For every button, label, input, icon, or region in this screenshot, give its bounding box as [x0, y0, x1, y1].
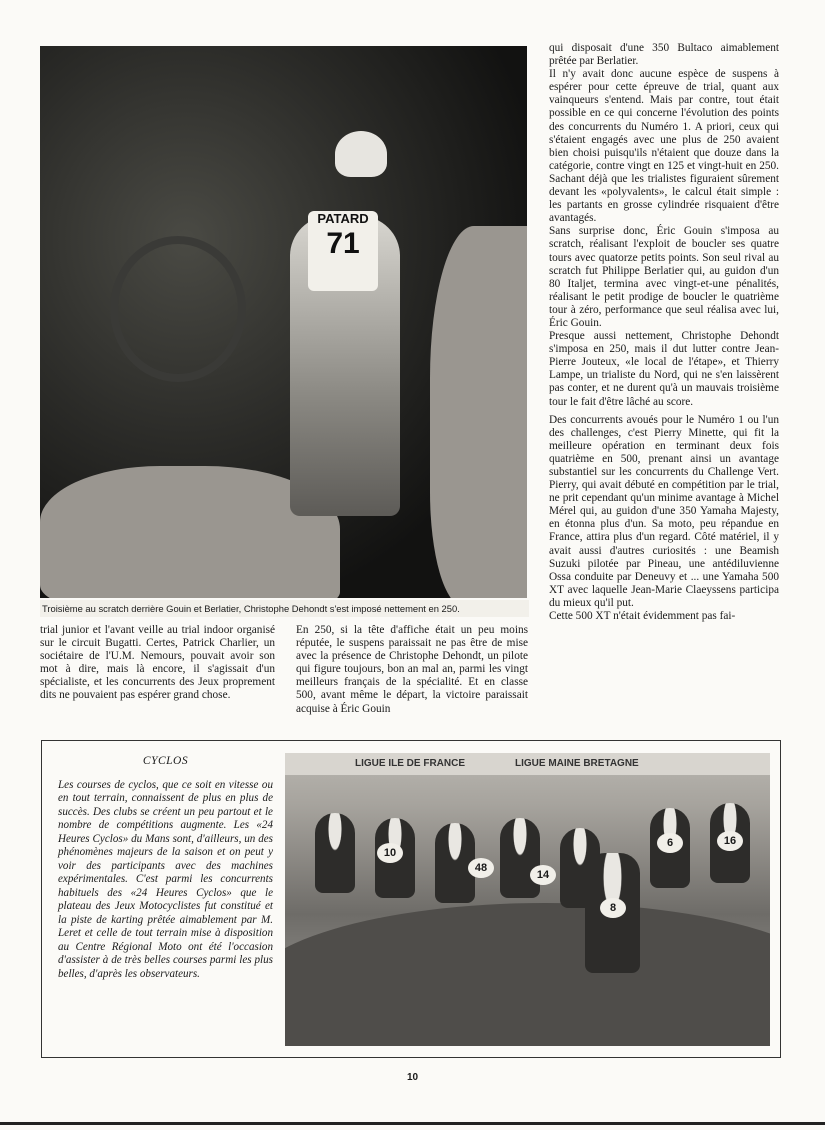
- front-wheel: [110, 236, 246, 382]
- race-plate: 14: [530, 865, 556, 885]
- bottom-left-column: [40, 624, 275, 703]
- race-plate: 48: [468, 858, 494, 878]
- right-paragraph: Presque aussi nettement, Christophe Dehondt s'imposa en 250, mais il dut lutter contre Jean-Pierre Jouteux, «le local de l'étape», et Thierry Lampe, un trialiste du Nord, qui ne s'en laissèrent pas conter, et ne durent qu'à un mauvais troisième tour le fait d'être lâché au score.: [549, 330, 779, 408]
- sidebar-body: Les courses de cyclos, que ce soit en vitesse ou en tout terrain, connaissent de plus en plus de succès. Des clubs se créent un peu partout et le nombre de compétitions augmente. Les «24 Heures Cyclos» du Mans sont, d'ailleurs, un des phénomènes majeurs de la saison et on peut y voir des participants avec des machines expérimentales. C'est parmi les concurrents habituels des «24 Heures Cyclos» que le plateau des Jeux Motocyclistes fut constitué et la piste de karting prêtée aimablement par M. Leret et celle de tout terrain mise à disposition au Centre Régional Moto ont été l'occasion d'assister à de très belles courses parmi les plus belles, d'après les observateurs.: [58, 778, 273, 980]
- bib-sponsor: PATARD: [317, 211, 369, 226]
- rider-bib: [308, 211, 378, 291]
- rider-helmet: [335, 131, 387, 177]
- photo-caption: Troisième au scratch derrière Gouin et Berlatier, Christophe Dehondt s'est imposé nettement en 250.: [40, 600, 529, 617]
- right-paragraph: qui disposait d'une 350 Bultaco aimablement prêtée par Berlatier.: [549, 42, 779, 68]
- right-paragraph: Il n'y avait donc aucune espèce de suspens à espérer pour cette épreuve de trial, quant aux vainqueurs s'entend. Mais par contre, tout était possible en ce qui concerne l'évolution des points des concurrents du Numéro 1. A priori, ceux qui s'étaient engagés avec une plus de 250 avaient bien choisi puisqu'ils n'étaient que douze dans la catégorie, contre vingt en 125 et vingt-huit en 250. Sachant déjà que les trialistes figuraient sûrement devant les «polyvalents», le calcul était simple : les partants en grosse cylindrée risquaient d'être avantagés.: [549, 68, 779, 225]
- banner-left-text: LIGUE ILE DE FRANCE: [355, 758, 466, 769]
- bottom-middle-paragraph: En 250, si la tête d'affiche était un peu moins réputée, le suspens paraissait ne pas être de mise avec la présence de Christophe Dehondt, un pilote qui figure toujours, bon an mal an, parmi les vingt meilleurs français de la spécialité. Et en classe 500, avant même le départ, la victoire paraissait acquise à Éric Gouin: [296, 624, 528, 715]
- trackside-banner: [285, 753, 770, 775]
- bottom-middle-column: [296, 624, 528, 716]
- race-plate: 8: [600, 898, 626, 918]
- bib-number: 71: [326, 227, 360, 260]
- right-text-column: [549, 42, 779, 623]
- race-plate: 6: [657, 833, 683, 853]
- race-plate: 10: [377, 843, 403, 863]
- bottom-left-paragraph: trial junior et l'avant veille au trial indoor organisé sur le circuit Bugatti. Certes, Patrick Charlier, un sociétaire de l'U.M. Nemours, pouvait avoir son mot à dire, mais là encore, il s'agissait d'un spécialiste, et les concurrents des Jeux proprement dits ne pouvaient pas espérer grand chose.: [40, 624, 275, 702]
- page-bottom-rule: [0, 1122, 825, 1125]
- boulder-right: [430, 226, 527, 598]
- cyclos-sidebar: [41, 740, 781, 1058]
- right-paragraph: Sans surprise donc, Éric Gouin s'imposa au scratch, réalisant l'exploit de boucler ses quatre tours avec quatorze petits points. Son seul rival au scratch fut Philippe Berlatier qui, au guidon d'un 80 Italjet, termina avec vingt-et-une pénalités, réalisant le petit prodige de boucler le quatrième tour à zéro, performance que seul réalisa avec lui, Éric Gouin.: [549, 225, 779, 329]
- banner-right-text: LIGUE MAINE BRETAGNE: [515, 758, 639, 769]
- sidebar-text-block: [58, 755, 273, 981]
- racer: [315, 813, 355, 893]
- right-paragraph: Des concurrents avoués pour le Numéro 1 ou l'un des challenges, c'est Pierry Minette, qui fit la meilleure opération en terminant deux fois quatrième en 500, prenant ainsi un avantage substantiel sur les concurrents du Challenge Vert. Pierry, qui avait débuté en compétition par le trial, ne prit cependant qu'un minime avantage à Michel Mérel qui, au guidon d'une 350 Yamaha Majesty, en étonna plus d'un. Sa moto, peu répandue en France, attira plus d'un regard. Côté matériel, il y avait aussi d'autres curiosités : une Beamish Suzuki pilotée par Pineau, une antédiluvienne Ossa conduite par Deneuvy et ... une Yamaha 500 XT avec laquelle Jean-Marie Claeyssens participa du mieux qu'il put.: [549, 413, 779, 609]
- trial-rider-photo: [40, 46, 527, 598]
- sidebar-title: CYCLOS: [142, 755, 189, 767]
- race-track: [285, 903, 770, 1046]
- page-number: 10: [406, 1072, 419, 1083]
- cyclo-race-photo: [285, 753, 770, 1046]
- right-paragraph: Cette 500 XT n'était évidemment pas fai-: [549, 610, 736, 623]
- race-plate: 16: [717, 831, 743, 851]
- racer: [500, 818, 540, 898]
